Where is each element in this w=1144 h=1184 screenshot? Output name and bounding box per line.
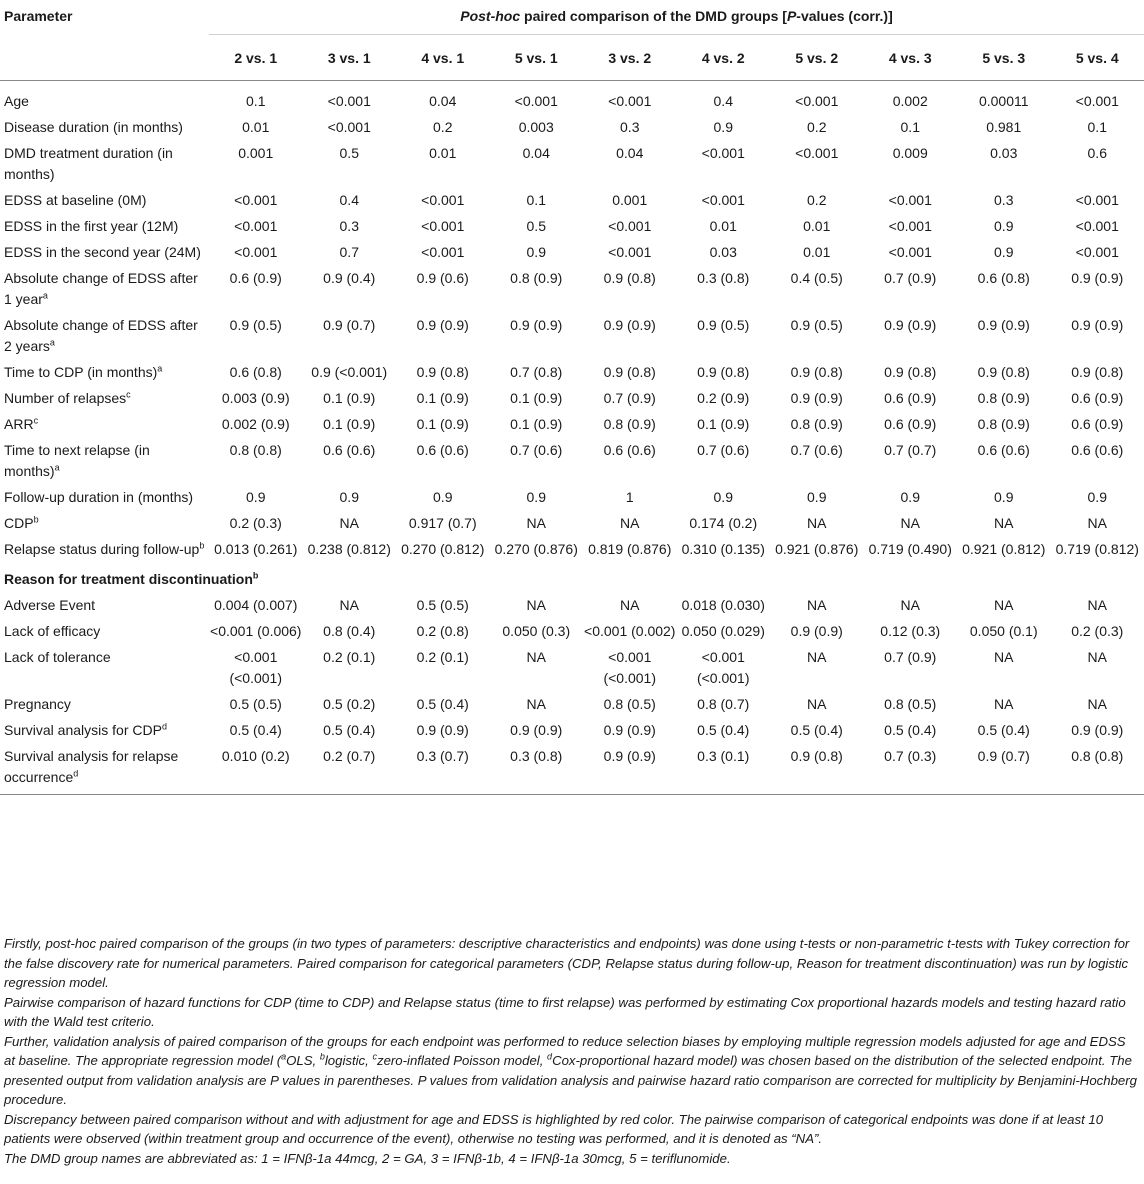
table-cell: 0.9 (0.9) (1071, 270, 1124, 286)
table-cell: NA (807, 515, 827, 531)
table-cell: 0.7 (0.6) (510, 442, 563, 458)
row-label: Number of relapses$^c$ (4, 389, 131, 406)
table-cell: 0.1 (0.9) (510, 416, 563, 432)
table-cell: 0.7 (339, 244, 359, 260)
table-cell: 0.010 (0.2) (221, 748, 290, 764)
table-cell: 0.9 (0.9) (790, 390, 843, 406)
table-cell: NA (807, 696, 827, 712)
table-cell: 0.001 (612, 192, 648, 208)
table-cell: <0.001 (608, 218, 652, 234)
table-cell: 0.9 (0.7) (977, 748, 1030, 764)
table-cell: <0.001 (234, 192, 278, 208)
table-cell: 0.9 (900, 489, 920, 505)
table-cell: 0.7 (0.7) (884, 442, 937, 458)
table-cell: NA (1087, 597, 1107, 613)
row-label: Adverse Event (4, 597, 96, 613)
table-cell: 0.6 (0.6) (416, 442, 469, 458)
table-cell: 0.8 (0.5) (884, 696, 937, 712)
table-cell: 0.01 (429, 145, 457, 161)
column-header: 3 vs. 1 (303, 35, 397, 81)
header-row-1 (0, 0, 1144, 35)
table-cell: 0.2 (807, 192, 827, 208)
table-cell: 0.9 (0.8) (790, 748, 843, 764)
table-cell: NA (620, 515, 640, 531)
row-label: Absolute change of EDSS after 1 year$^a$ (4, 270, 198, 307)
footnote-3: Further, validation analysis of paired comparison of the groups for each endpoint was performed to reduce selection biases by employing multiple regression models adjusted for age and EDSS at baseline. The appropriate regression model ($^a$OLS, $^b$logistic, $^c$zero-inflated Poisson model, $^d$Cox-proportional hazard model) was chosen based on the distribution of the selected endpoint. The presented output from validation analysis are P values in parentheses. P values from validation analysis and pairwise hazard ratio comparison are corrected for multiplicity by Benjamini-Hochberg procedure. (4, 1033, 1137, 1107)
table-cell: 0.5 (0.5) (416, 597, 469, 613)
table-cell: 0.4 (713, 93, 733, 109)
table-cell: 0.3 (994, 192, 1014, 208)
column-header: 4 vs. 2 (677, 35, 771, 81)
table-cell: <0.001 (0.002) (584, 623, 676, 639)
table-cell: 0.6 (1087, 145, 1107, 161)
table-cell: 0.9 (0.4) (323, 270, 376, 286)
table-cell: 0.9 (713, 489, 733, 505)
table-row (0, 385, 1144, 411)
table-cell: NA (900, 515, 920, 531)
table-cell: 0.04 (429, 93, 457, 109)
table-cell: 0.5 (0.4) (697, 722, 750, 738)
table-row (0, 484, 1144, 510)
table-cell: 0.2 (0.8) (416, 623, 469, 639)
footnote-1: Firstly, post-hoc paired comparison of the groups (in two types of parameters: descriptive characteristics and endpoints) was done using t-tests or non-parametric t-tests with Tukey correction for the false discovery rate for numerical parameters. Paired comparison for categorical parameters (CDP, Relapse status during follow-up, Reason for treatment discontinuation) was run by logistic regression model. (4, 936, 1130, 990)
table-cell: 0.9 (0.5) (229, 317, 282, 333)
table-cell: 0.6 (0.9) (884, 390, 937, 406)
header-row-2 (0, 35, 1144, 81)
table-cell: 0.5 (0.4) (416, 696, 469, 712)
table-cell: 0.9 (0.6) (416, 270, 469, 286)
table-cell: NA (526, 649, 546, 665)
table-cell: 0.9 (0.8) (603, 364, 656, 380)
table-cell: 0.9 (0.8) (697, 364, 750, 380)
table-cell: 0.050 (0.3) (502, 623, 571, 639)
table-cell: <0.001 (514, 93, 558, 109)
table-cell: 0.1 (246, 93, 266, 109)
table-cell: 0.9 (994, 489, 1014, 505)
table-cell: 0.050 (0.1) (969, 623, 1038, 639)
table-row (0, 213, 1144, 239)
table-cell: 0.9 (0.9) (510, 722, 563, 738)
table-cell: 0.9 (713, 119, 733, 135)
table-cell: <0.001 (327, 119, 371, 135)
table-cell: 0.013 (0.261) (214, 541, 298, 557)
table-cell: 0.5 (339, 145, 359, 161)
row-label: EDSS in the second year (24M) (4, 244, 201, 260)
table-cell: NA (1087, 696, 1107, 712)
table-cell: 0.8 (0.8) (229, 442, 282, 458)
table-cell: 0.981 (986, 119, 1022, 135)
table-cell: 0.310 (0.135) (681, 541, 765, 557)
table-cell: 0.3 (0.8) (510, 748, 563, 764)
table-cell: 0.001 (238, 145, 274, 161)
table-row (0, 536, 1144, 562)
table-cell: 0.9 (0.5) (790, 317, 843, 333)
table-cell: 1 (625, 489, 634, 505)
table-cell: 0.2 (0.1) (416, 649, 469, 665)
table-cell: NA (339, 515, 359, 531)
table-cell: 0.9 (807, 489, 827, 505)
table-cell: 0.2 (0.7) (323, 748, 376, 764)
table-cell: <0.001 (608, 93, 652, 109)
table-cell: NA (994, 515, 1014, 531)
column-header: 5 vs. 1 (490, 35, 584, 81)
table-cell: 0.9 (0.9) (603, 722, 656, 738)
footnote-5: The DMD group names are abbreviated as: 1 = IFNβ-1a 44mcg, 2 = GA, 3 = IFNβ-1b, 4 = IFNβ-1a 30mcg, 5 = teriflunomide. (4, 1150, 731, 1166)
table-cell: 0.719 (0.812) (1055, 541, 1139, 557)
table-cell: <0.001 (234, 218, 278, 234)
table-cell: 0.8 (0.9) (603, 416, 656, 432)
table-cell: 0.9 (1087, 489, 1107, 505)
table-row (0, 644, 1144, 691)
table-cell: 0.002 (0.9) (221, 416, 290, 432)
table-cell: 0.9 (994, 244, 1014, 260)
table-cell: <0.001 (1075, 244, 1119, 260)
table-cell: 0.7 (0.3) (884, 748, 937, 764)
table-cell: 0.5 (526, 218, 546, 234)
table-row (0, 312, 1144, 359)
column-header: 5 vs. 3 (957, 35, 1051, 81)
row-label: Time to next relapse (in months)$^a$ (4, 442, 150, 479)
table-cell: <0.001 (888, 244, 932, 260)
table-cell: 0.921 (0.876) (775, 541, 859, 557)
row-label: Age (4, 93, 29, 109)
section-header: Reason for treatment discontinuation$^b$ (4, 570, 259, 587)
table-cell: 0.9 (0.8) (790, 364, 843, 380)
table-row (0, 140, 1144, 187)
table-cell: <0.001 (234, 244, 278, 260)
table-cell: 0.1 (1087, 119, 1107, 135)
table-cell: 0.03 (990, 145, 1018, 161)
table-body (0, 81, 1144, 795)
table-cell: 0.8 (0.9) (977, 416, 1030, 432)
table-cell: 0.7 (0.9) (884, 649, 937, 665)
table-footnotes (4, 934, 1140, 1168)
table-cell: <0.001 (795, 145, 839, 161)
table-header (0, 0, 1144, 81)
row-label: Survival analysis for relapse occurrence$^d$ (4, 748, 179, 785)
table-cell: 0.8 (0.5) (603, 696, 656, 712)
table-cell: 0.1 (0.9) (323, 390, 376, 406)
table-cell: 0.5 (0.4) (790, 722, 843, 738)
table-cell: 0.01 (803, 218, 831, 234)
table-cell: 0.003 (518, 119, 554, 135)
table-cell: <0.001 (1075, 93, 1119, 109)
table-cell: 0.8 (0.8) (1071, 748, 1124, 764)
table-cell: 0.8 (0.9) (790, 416, 843, 432)
table-cell: 0.1 (0.9) (697, 416, 750, 432)
table-cell: 0.6 (0.9) (1071, 390, 1124, 406)
table-cell: 0.5 (0.4) (323, 722, 376, 738)
table-cell: 0.9 (0.9) (603, 748, 656, 764)
table-cell: <0.001 (0.006) (210, 623, 302, 639)
table-cell: <0.001 (421, 218, 465, 234)
table-cell: 0.3 (0.7) (416, 748, 469, 764)
parameter-header: Parameter (4, 8, 73, 24)
column-header: 4 vs. 3 (864, 35, 958, 81)
table-cell: 0.050 (0.029) (681, 623, 765, 639)
table-cell: 0.3 (0.8) (697, 270, 750, 286)
table-cell: 0.9 (0.9) (510, 317, 563, 333)
table-cell: 0.9 (0.7) (323, 317, 376, 333)
table-cell: <0.001 (421, 244, 465, 260)
table-cell: NA (526, 515, 546, 531)
row-label: Follow-up duration in (months) (4, 489, 194, 505)
row-label: Absolute change of EDSS after 2 years$^a$ (4, 317, 198, 354)
table-cell: NA (807, 597, 827, 613)
table-row (0, 717, 1144, 743)
table-cell: 0.6 (0.9) (1071, 416, 1124, 432)
row-label: Relapse status during follow-$up^b$ (4, 540, 205, 557)
table-cell: 0.04 (616, 145, 644, 161)
table-row (0, 265, 1144, 312)
table-cell: 0.9 (0.8) (977, 364, 1030, 380)
table-cell: 0.8 (0.7) (697, 696, 750, 712)
table-cell: 0.6 (0.6) (323, 442, 376, 458)
row-label: Lack of tolerance (4, 649, 111, 665)
table-cell: 0.2 (433, 119, 453, 135)
table-cell: 0.6 (0.6) (603, 442, 656, 458)
column-header: 3 vs. 2 (583, 35, 677, 81)
table-cell: 0.2 (0.3) (1071, 623, 1124, 639)
table-cell: 0.1 (0.9) (323, 416, 376, 432)
table-cell: 0.7 (0.6) (697, 442, 750, 458)
table-cell: 0.9 (246, 489, 266, 505)
table-cell: <0.001 (<0.001) (603, 649, 657, 686)
table-cell: 0.9 (526, 489, 546, 505)
table-cell: 0.6 (0.6) (977, 442, 1030, 458)
column-header: 5 vs. 2 (770, 35, 864, 81)
table-cell: <0.001 (327, 93, 371, 109)
row-label: EDSS at baseline (0M) (4, 192, 147, 208)
table-cell: 0.7 (0.9) (884, 270, 937, 286)
table-cell: <0.001 (795, 93, 839, 109)
footnote-2: Pairwise comparison of hazard functions for CDP (time to CDP) and Relapse status (time to first relapse) was performed by estimating Cox proportional hazards models and testing hazard ratio with the Wald test criterio. (4, 994, 1126, 1029)
table-cell: <0.001 (701, 145, 745, 161)
table-cell: 0.01 (242, 119, 270, 135)
table-cell: 0.1 (526, 192, 546, 208)
table-cell: 0.12 (0.3) (880, 623, 941, 639)
table-cell: 0.003 (0.9) (221, 390, 290, 406)
table-cell: 0.9 (0.8) (884, 364, 937, 380)
table-cell: 0.9 (0.8) (603, 270, 656, 286)
table-cell: 0.2 (807, 119, 827, 135)
table-cell: 0.270 (0.812) (401, 541, 485, 557)
table-cell: 0.018 (0.030) (681, 597, 765, 613)
table-cell: <0.001 (1075, 218, 1119, 234)
table-cell: <0.001 (421, 192, 465, 208)
table-cell: 0.002 (892, 93, 928, 109)
table-cell: 0.7 (0.9) (603, 390, 656, 406)
table-cell: 0.5 (0.4) (229, 722, 282, 738)
table-cell: 0.6 (0.9) (884, 416, 937, 432)
table-cell: NA (900, 597, 920, 613)
table-cell: 0.3 (339, 218, 359, 234)
table-cell: NA (994, 649, 1014, 665)
table-cell: 0.9 (994, 218, 1014, 234)
table-cell: <0.001 (1075, 192, 1119, 208)
table-row (0, 81, 1144, 115)
table-cell: NA (526, 696, 546, 712)
table-cell: 0.2 (0.3) (229, 515, 282, 531)
table-cell: 0.04 (522, 145, 550, 161)
table-cell: NA (994, 597, 1014, 613)
table-row (0, 411, 1144, 437)
table-row (0, 743, 1144, 795)
footnote-4: Discrepancy between paired comparison without and with adjustment for age and EDSS is highlighted by red color. The pairwise comparison of categorical endpoints was done if at least 10 patients were observed (within treatment group and occurrence of the event), otherwise no testing was performed, and it is denoted as “NA”. (4, 1111, 1104, 1146)
table-cell: 0.270 (0.876) (494, 541, 578, 557)
table-cell: 0.8 (0.4) (323, 623, 376, 639)
table-cell: 0.7 (0.6) (790, 442, 843, 458)
table-cell: 0.9 (0.9) (1071, 722, 1124, 738)
column-header: 2 vs. 1 (209, 35, 303, 81)
table-cell: NA (526, 597, 546, 613)
table-cell: 0.9 (0.9) (603, 317, 656, 333)
table-row (0, 592, 1144, 618)
table-cell: 0.6 (0.8) (229, 364, 282, 380)
table-cell: 0.009 (892, 145, 928, 161)
table-cell: 0.9 (339, 489, 359, 505)
table-row (0, 187, 1144, 213)
column-header: 4 vs. 1 (396, 35, 490, 81)
row-label: ARR$^c$ (4, 415, 39, 432)
table-cell: 0.9 (0.9) (416, 317, 469, 333)
table-cell: 0.03 (709, 244, 737, 260)
table-cell: NA (1087, 649, 1107, 665)
table-cell: 0.9 (526, 244, 546, 260)
table-cell: NA (339, 597, 359, 613)
table-cell: 0.9 (0.9) (790, 623, 843, 639)
table-cell: 0.3 (0.1) (697, 748, 750, 764)
table-cell: 0.01 (709, 218, 737, 234)
table-cell: 0.2 (0.1) (323, 649, 376, 665)
table-cell: 0.6 (0.9) (229, 270, 282, 286)
table-cell: 0.8 (0.9) (977, 390, 1030, 406)
table-cell: 0.917 (0.7) (408, 515, 477, 531)
table-row (0, 437, 1144, 484)
table-cell: 0.5 (0.4) (884, 722, 937, 738)
table-cell: 0.8 (0.9) (510, 270, 563, 286)
section-row (0, 562, 1144, 592)
table-cell: 0.1 (900, 119, 920, 135)
table-cell: 0.9 (0.8) (416, 364, 469, 380)
table-cell: 0.4 (339, 192, 359, 208)
table-cell: <0.001 (701, 192, 745, 208)
column-header: 5 vs. 4 (1051, 35, 1144, 81)
row-label: EDSS in the first year (12M) (4, 218, 179, 234)
table-cell: 0.9 (0.8) (1071, 364, 1124, 380)
table-cell: 0.004 (0.007) (214, 597, 298, 613)
table-cell: <0.001 (<0.001) (696, 649, 750, 686)
table-row (0, 114, 1144, 140)
table-row (0, 239, 1144, 265)
row-label: Lack of efficacy (4, 623, 101, 639)
table-cell: 0.1 (0.9) (510, 390, 563, 406)
table-row (0, 510, 1144, 536)
table-cell: NA (994, 696, 1014, 712)
table-cell: NA (807, 649, 827, 665)
row-label: Disease duration (in months) (4, 119, 183, 135)
table-cell: 0.9 (433, 489, 453, 505)
span-header: Post-hoc paired comparison of the DMD groups [P-values (corr.)] (209, 0, 1144, 35)
table-cell: 0.238 (0.812) (307, 541, 391, 557)
table-cell: 0.9 (0.9) (416, 722, 469, 738)
table-cell: NA (1087, 515, 1107, 531)
row-label: Time to CDP (in months)$^a$ (4, 363, 163, 380)
row-label: CDP$^b$ (4, 514, 39, 531)
table-cell: 0.5 (0.2) (323, 696, 376, 712)
table-cell: 0.1 (0.9) (416, 390, 469, 406)
table-cell: 0.5 (0.5) (229, 696, 282, 712)
table-cell: 0.1 (0.9) (416, 416, 469, 432)
table-cell: 0.174 (0.2) (689, 515, 758, 531)
table-cell: 0.00011 (978, 93, 1029, 109)
table-cell: 0.9 (<0.001) (311, 364, 388, 380)
table-row (0, 618, 1144, 644)
table-cell: 0.7 (0.8) (510, 364, 563, 380)
table-row (0, 691, 1144, 717)
table-cell: 0.6 (0.6) (1071, 442, 1124, 458)
table-cell: 0.719 (0.490) (868, 541, 952, 557)
table-cell: 0.819 (0.876) (588, 541, 672, 557)
table-cell: <0.001 (608, 244, 652, 260)
row-label: Pregnancy (4, 696, 71, 712)
table-cell: 0.921 (0.812) (962, 541, 1046, 557)
table-cell: 0.5 (0.4) (977, 722, 1030, 738)
table-cell: NA (620, 597, 640, 613)
table-cell: 0.9 (0.9) (884, 317, 937, 333)
table-cell: 0.9 (0.5) (697, 317, 750, 333)
table-cell: <0.001 (888, 192, 932, 208)
table-cell: 0.01 (803, 244, 831, 260)
table-cell: 0.6 (0.8) (977, 270, 1030, 286)
table-cell: <0.001 (<0.001) (229, 649, 283, 686)
table-cell: 0.4 (0.5) (790, 270, 843, 286)
table-cell: 0.9 (0.9) (1071, 317, 1124, 333)
table-cell: <0.001 (888, 218, 932, 234)
table-row (0, 359, 1144, 385)
table-cell: 0.3 (620, 119, 640, 135)
row-label: DMD treatment duration (in months) (4, 145, 173, 182)
table-cell: 0.9 (0.9) (977, 317, 1030, 333)
row-label: Survival analysis for CDP$^d$ (4, 721, 167, 738)
table-cell: 0.2 (0.9) (697, 390, 750, 406)
parameter-header-blank (0, 35, 209, 81)
